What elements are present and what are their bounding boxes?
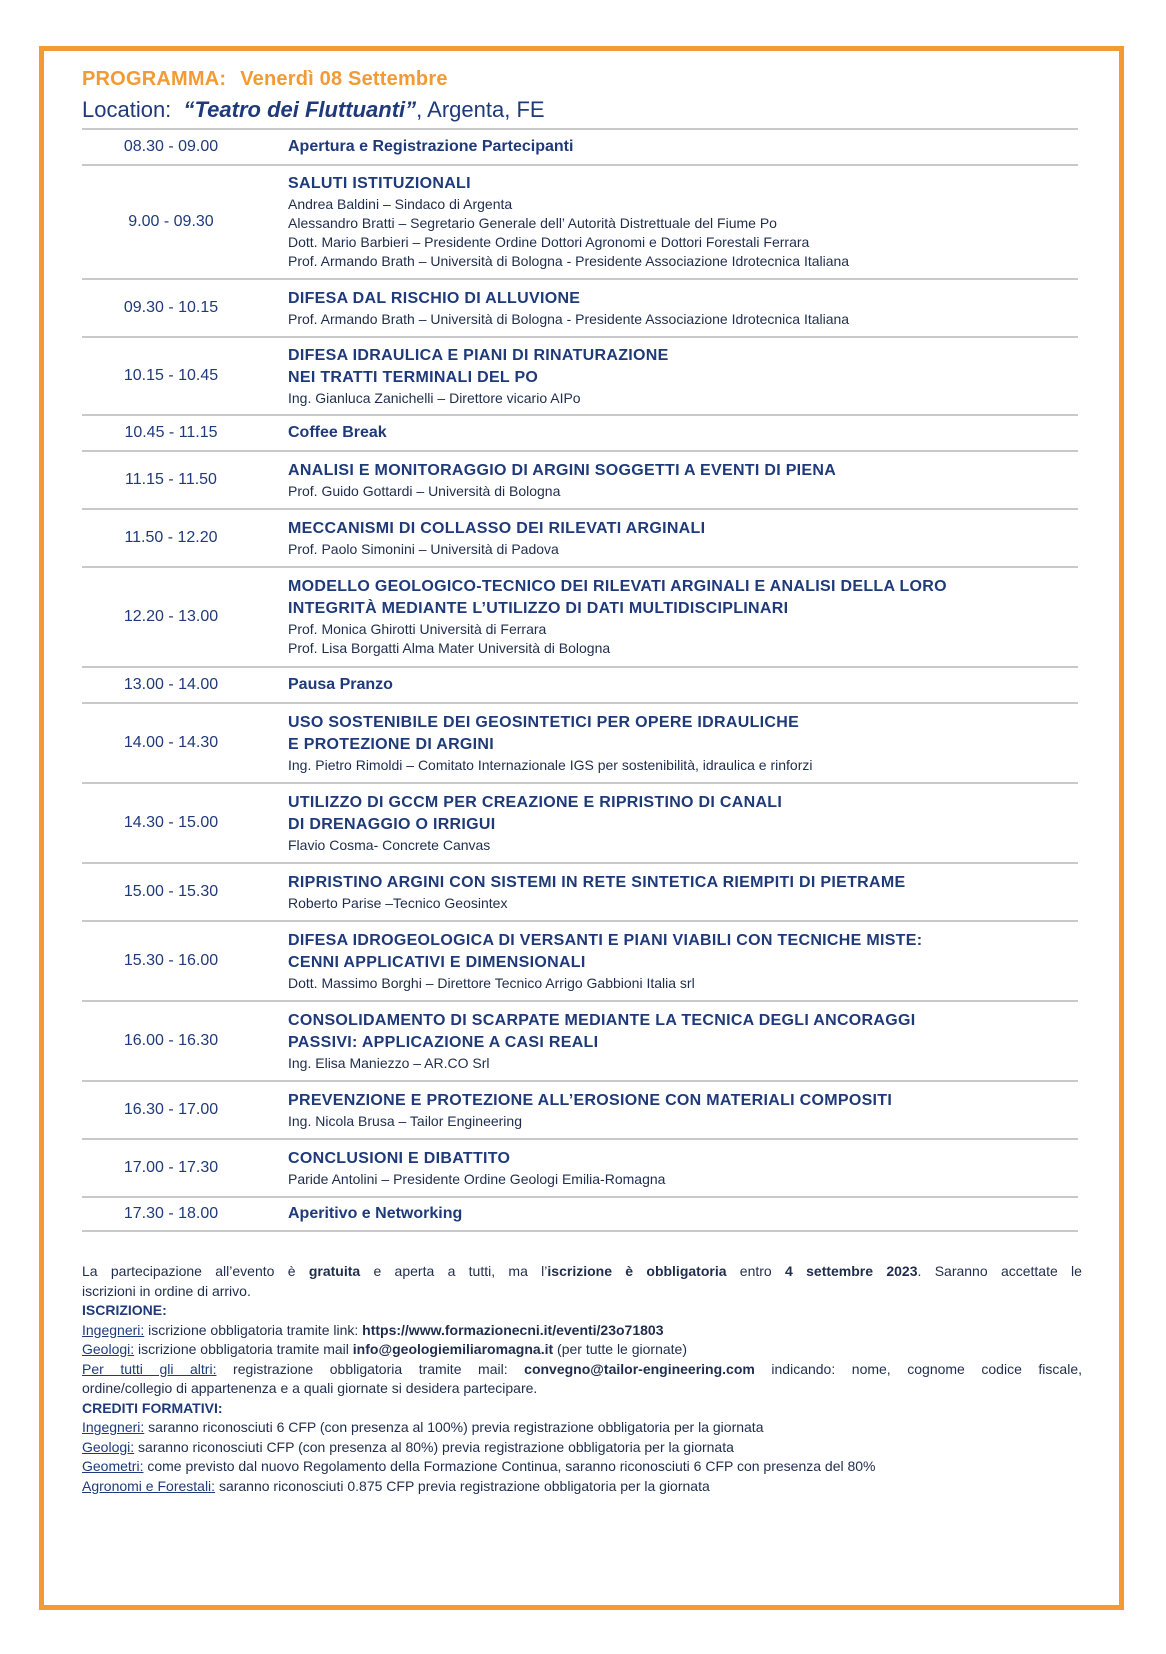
- iscrizione-heading: ISCRIZIONE:: [82, 1302, 167, 1318]
- crediti-ingegneri-label: Ingegneri:: [82, 1419, 145, 1435]
- session-time: 11.15 - 11.50: [125, 471, 217, 488]
- session-title: DIFESA IDROGEOLOGICA DI VERSANTI E PIANI VIABILI CON TECNICHE MISTE:: [288, 931, 923, 949]
- geologi-text: iscrizione obbligatoria tramite mail: [134, 1341, 353, 1357]
- schedule-row: [82, 1196, 1078, 1232]
- crediti-agronomi-text: saranno riconosciuti 0.875 CFP previa registrazione obbligatoria per la giornata: [215, 1477, 710, 1494]
- schedule-row: [82, 336, 1078, 414]
- session-speaker: Flavio Cosma- Concrete Canvas: [288, 836, 491, 853]
- session-content: [288, 668, 1078, 702]
- intro-paragraph: [82, 1262, 1082, 1282]
- session-content: [288, 280, 1078, 336]
- geologi-label: Geologi:: [82, 1341, 135, 1357]
- session-speaker: Dott. Mario Barbieri – Presidente Ordine Dottori Agronomi e Dottori Forestali Ferrara: [288, 234, 810, 250]
- geologi-email-link[interactable]: info@geologiemiliaromagna.it: [352, 1341, 554, 1357]
- session-content: [288, 1198, 1078, 1230]
- session-time: 14.30 - 15.00: [123, 814, 219, 831]
- program-heading: [82, 68, 448, 91]
- schedule-row: [82, 164, 1078, 278]
- session-time: 15.30 - 16.00: [123, 952, 219, 969]
- session-title: CONCLUSIONI E DIBATTITO: [288, 1149, 511, 1167]
- session-content: [288, 1002, 1078, 1080]
- session-title: E PROTEZIONE DI ARGINI: [288, 735, 495, 753]
- intro-mandatory: iscrizione è obbligatoria: [547, 1263, 727, 1279]
- session-time: 17.00 - 17.30: [123, 1159, 219, 1176]
- schedule-row: [82, 128, 1078, 164]
- session-content: [288, 784, 1078, 862]
- session-speaker: Prof. Armando Brath – Università di Bologna - Presidente Associazione Idrotecnica Italiana: [288, 253, 850, 269]
- session-speaker: Dott. Massimo Borghi – Direttore Tecnico Arrigo Gabbioni Italia srl: [288, 974, 695, 991]
- crediti-geologi-label: Geologi:: [82, 1438, 135, 1455]
- schedule-row: [82, 782, 1078, 862]
- event-date: Venerdì 08 Settembre: [240, 68, 448, 90]
- location-label: Location:: [82, 97, 172, 122]
- registration-notes: [82, 1262, 1082, 1496]
- crediti-ingegneri: [82, 1418, 1082, 1438]
- crediti-geometri-text: come previsto dal nuovo Regolamento della Formazione Continua, saranno riconosciuti 6 CFP con presenza del 80%: [143, 1458, 876, 1474]
- iscrizione-geologi: [82, 1340, 1082, 1360]
- session-time: 14.00 - 14.30: [123, 734, 219, 751]
- iscrizione-altri: [82, 1360, 1082, 1380]
- schedule-row: [82, 1080, 1078, 1138]
- session-content: [288, 510, 1078, 566]
- session-speaker: Prof. Paolo Simonini – Università di Padova: [288, 540, 559, 557]
- session-title: MODELLO GEOLOGICO-TECNICO DEI RILEVATI ARGINALI E ANALISI DELLA LORO: [288, 578, 947, 595]
- crediti-agronomi-label: Agronomi e Forestali:: [82, 1477, 216, 1494]
- session-time: 08.30 - 09.00: [123, 138, 219, 155]
- venue-place: , Argenta, FE: [416, 97, 545, 122]
- session-title: Apertura e Registrazione Partecipanti: [288, 138, 574, 155]
- session-speaker: Andrea Baldini – Sindaco di Argenta: [288, 196, 513, 212]
- session-content: [288, 452, 1078, 508]
- session-title: PREVENZIONE E PROTEZIONE ALL’EROSIONE CON MATERIALI COMPOSITI: [288, 1091, 893, 1109]
- session-content: [288, 1082, 1078, 1138]
- intro-text-2: e aperta a tutti, ma l’: [360, 1263, 548, 1279]
- schedule-row: [82, 920, 1078, 1000]
- crediti-geometri-label: Geometri:: [82, 1458, 144, 1474]
- session-time: 16.00 - 16.30: [123, 1032, 219, 1049]
- session-title: ANALISI E MONITORAGGIO DI ARGINI SOGGETTI A EVENTI DI PIENA: [288, 461, 837, 479]
- session-title: USO SOSTENIBILE DEI GEOSINTETICI PER OPERE IDRAULICHE: [288, 713, 800, 731]
- crediti-ingegneri-text: saranno riconosciuti 6 CFP (con presenza al 100%) previa registrazione obbligatoria per la giornata: [144, 1419, 764, 1435]
- session-content: [288, 130, 1078, 164]
- session-content: [288, 1140, 1078, 1196]
- session-title: PASSIVI: APPLICAZIONE A CASI REALI: [288, 1033, 599, 1051]
- session-content: [288, 338, 1078, 414]
- altri-email-link[interactable]: convegno@tailor-engineering.com: [524, 1360, 755, 1377]
- session-content: [288, 166, 1078, 278]
- session-title: DI DRENAGGIO O IRRIGUI: [288, 815, 496, 833]
- session-title: RIPRISTINO ARGINI CON SISTEMI IN RETE SINTETICA RIEMPITI DI PIETRAME: [288, 873, 906, 891]
- crediti-geologi: [82, 1438, 1082, 1458]
- session-title: CENNI APPLICATIVI E DIMENSIONALI: [288, 953, 586, 971]
- session-title: INTEGRITÀ MEDIANTE L’UTILIZZO DI DATI MULTIDISCIPLINARI: [288, 600, 789, 617]
- session-speaker: Prof. Armando Brath – Università di Bologna - Presidente Associazione Idrotecnica Italiana: [288, 310, 850, 327]
- session-speaker: Roberto Parise –Tecnico Geosintex: [288, 894, 508, 911]
- schedule-table: [82, 128, 1078, 1232]
- session-title: CONSOLIDAMENTO DI SCARPATE MEDIANTE LA TECNICA DEGLI ANCORAGGI: [288, 1011, 916, 1029]
- session-time: 10.15 - 10.45: [123, 367, 219, 384]
- session-title: SALUTI ISTITUZIONALI: [288, 175, 471, 192]
- session-time: 9.00 - 09.30: [128, 213, 214, 230]
- altri-label: Per tutti gli altri:: [82, 1360, 217, 1377]
- session-title: NEI TRATTI TERMINALI DEL PO: [288, 368, 539, 386]
- crediti-heading: CREDITI FORMATIVI:: [82, 1399, 223, 1416]
- schedule-row: [82, 414, 1078, 450]
- geologi-tail: (per tutte le giornate): [553, 1341, 687, 1357]
- ingegneri-text: iscrizione obbligatoria tramite link:: [144, 1321, 363, 1338]
- session-time: 11.50 - 12.20: [124, 529, 218, 546]
- session-time: 12.20 - 13.00: [123, 608, 219, 625]
- venue-name: “Teatro dei Fluttuanti”: [183, 97, 417, 122]
- session-time: 17.30 - 18.00: [123, 1205, 219, 1222]
- session-speaker: Ing. Pietro Rimoldi – Comitato Internazionale IGS per sostenibilità, idraulica e rinforzi: [288, 756, 813, 773]
- session-speaker: Ing. Nicola Brusa – Tailor Engineering: [288, 1112, 522, 1129]
- iscrizione-ingegneri: [82, 1321, 1082, 1341]
- session-title: UTILIZZO DI GCCM PER CREAZIONE E RIPRISTINO DI CANALI: [288, 793, 783, 811]
- session-content: [288, 864, 1078, 920]
- session-title: DIFESA IDRAULICA E PIANI DI RINATURAZIONE: [288, 346, 669, 364]
- session-time: 13.00 - 14.00: [123, 676, 219, 693]
- intro-text: La partecipazione all’evento è: [82, 1263, 309, 1279]
- location-line: [82, 97, 545, 123]
- session-time: 15.00 - 15.30: [123, 883, 219, 900]
- crediti-geologi-text: saranno riconosciuti CFP (con presenza al 80%) previa registrazione obbligatoria per la giornata: [134, 1438, 734, 1455]
- intro-text-4: . Saranno accettate le: [917, 1263, 1082, 1279]
- schedule-row: [82, 862, 1078, 920]
- altri-tail: indicando: nome, cognome codice fiscale,: [754, 1360, 1082, 1377]
- session-title: DIFESA DAL RISCHIO DI ALLUVIONE: [288, 289, 581, 307]
- session-speaker: Prof. Monica Ghirotti Università di Ferrara: [288, 621, 547, 637]
- session-content: [288, 416, 1078, 450]
- schedule-row: [82, 450, 1078, 508]
- intro-deadline: 4 settembre 2023: [785, 1263, 918, 1279]
- session-title: Aperitivo e Networking: [288, 1205, 463, 1222]
- schedule-row: [82, 566, 1078, 666]
- schedule-row: [82, 666, 1078, 702]
- crediti-agronomi: [82, 1477, 1082, 1497]
- session-title: Coffee Break: [288, 424, 387, 441]
- session-speaker: Prof. Guido Gottardi – Università di Bologna: [288, 482, 561, 499]
- ingegneri-link[interactable]: https://www.formazionecni.it/eventi/23o71803: [362, 1321, 664, 1338]
- programma-label: PROGRAMMA:: [82, 68, 227, 90]
- session-speaker: Paride Antolini – Presidente Ordine Geologi Emilia-Romagna: [288, 1170, 666, 1187]
- schedule-row: [82, 278, 1078, 336]
- session-speaker: Ing. Gianluca Zanichelli – Direttore vicario AIPo: [288, 389, 581, 406]
- session-speaker: Ing. Elisa Maniezzo – AR.CO Srl: [288, 1054, 490, 1071]
- schedule-row: [82, 702, 1078, 782]
- altri-text: registrazione obbligatoria tramite mail:: [216, 1360, 525, 1377]
- session-title: Pausa Pranzo: [288, 676, 393, 693]
- crediti-geometri: [82, 1457, 1082, 1477]
- session-speaker: Prof. Lisa Borgatti Alma Mater Università di Bologna: [288, 640, 611, 656]
- session-time: 16.30 - 17.00: [123, 1101, 219, 1118]
- schedule-row: [82, 1138, 1078, 1196]
- intro-line-2: iscrizioni in ordine di arrivo.: [82, 1282, 251, 1299]
- intro-free: gratuita: [308, 1263, 361, 1279]
- schedule-row: [82, 1000, 1078, 1080]
- session-content: [288, 568, 1078, 666]
- session-content: [288, 922, 1078, 1000]
- ingegneri-label: Ingegneri:: [82, 1321, 145, 1338]
- session-title: MECCANISMI DI COLLASSO DEI RILEVATI ARGINALI: [288, 519, 706, 537]
- session-content: [288, 704, 1078, 782]
- session-speaker: Alessandro Bratti – Segretario Generale dell’ Autorità Distrettuale del Fiume Po: [288, 215, 777, 231]
- intro-text-3: entro: [726, 1263, 786, 1279]
- iscrizione-altri-line2: ordine/collegio di appartenenza e a quali giornate si desidera partecipare.: [82, 1380, 538, 1396]
- session-time: 09.30 - 10.15: [123, 299, 219, 316]
- session-time: 10.45 - 11.15: [124, 424, 218, 441]
- schedule-row: [82, 508, 1078, 566]
